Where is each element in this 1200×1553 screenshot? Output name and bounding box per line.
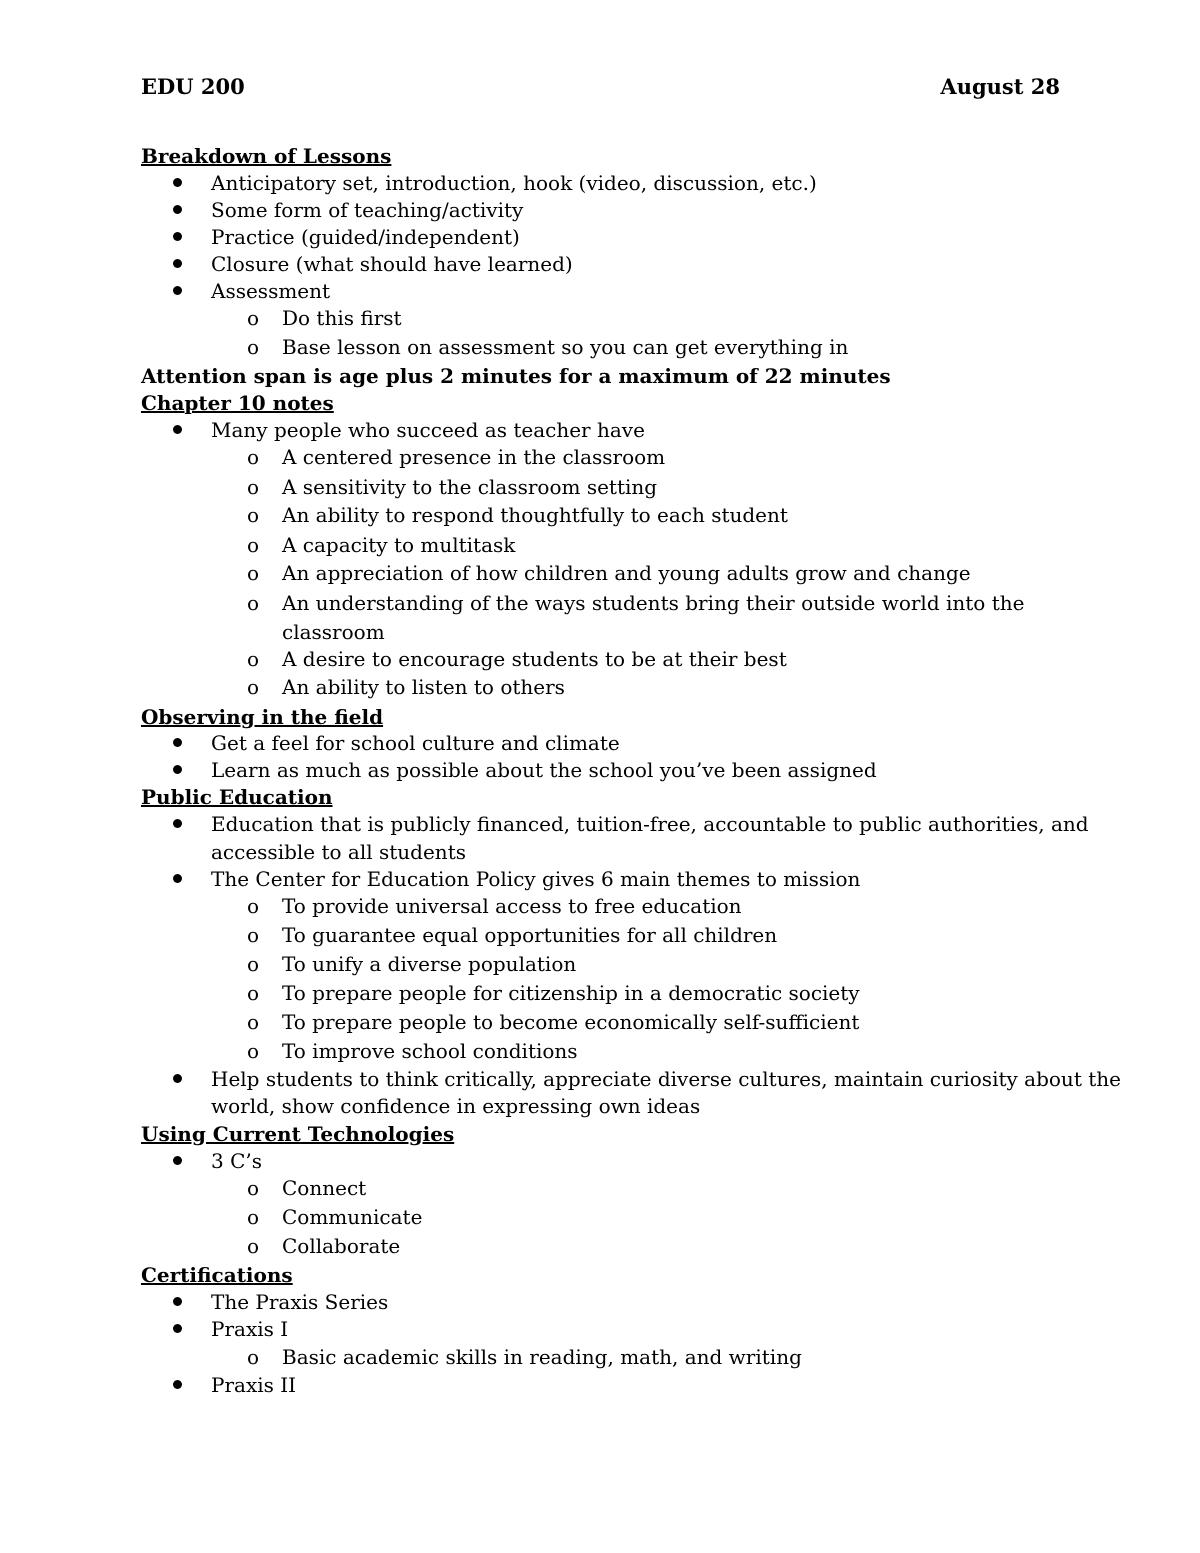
sub-list-item: A sensitivity to the classroom setting <box>282 475 658 499</box>
bullet-icon <box>173 198 182 222</box>
list-item: Anticipatory set, introduction, hook (video, discussion, etc.) <box>211 171 817 195</box>
sub-bullet-icon: o <box>247 923 260 947</box>
sub-bullet-icon: o <box>247 1010 260 1034</box>
sub-bullet-icon: o <box>247 335 260 359</box>
sub-bullet-icon: o <box>247 675 260 699</box>
sub-bullet-icon: o <box>247 503 260 527</box>
list-item-continuation: accessible to all students <box>211 840 466 864</box>
section-heading-breakdown: Breakdown of Lessons <box>141 144 392 168</box>
bullet-icon <box>173 252 182 276</box>
sub-list-item: An ability to respond thoughtfully to each student <box>282 503 788 527</box>
list-item: The Praxis Series <box>211 1290 389 1314</box>
sub-bullet-icon: o <box>247 475 260 499</box>
sub-list-item: Communicate <box>282 1205 423 1229</box>
sub-list-item: To prepare people to become economically self-sufficient <box>282 1010 860 1034</box>
bullet-icon <box>173 1373 182 1397</box>
list-item: The Center for Education Policy gives 6 main themes to mission <box>211 867 861 891</box>
section-heading-public-education: Public Education <box>141 785 333 809</box>
sub-list-item: Base lesson on assessment so you can get everything in <box>282 335 849 359</box>
list-item: Closure (what should have learned) <box>211 252 573 276</box>
bullet-icon <box>173 1149 182 1173</box>
attention-span-note: Attention span is age plus 2 minutes for a maximum of 22 minutes <box>141 364 891 388</box>
bullet-icon <box>173 1067 182 1091</box>
section-heading-chapter10: Chapter 10 notes <box>141 391 334 415</box>
sub-list-item: To prepare people for citizenship in a democratic society <box>282 981 860 1005</box>
bullet-icon <box>173 418 182 442</box>
sub-list-item: An ability to listen to others <box>282 675 565 699</box>
sub-list-item: An appreciation of how children and young adults grow and change <box>282 561 971 585</box>
sub-bullet-icon: o <box>247 306 260 330</box>
sub-list-item: To improve school conditions <box>282 1039 578 1063</box>
list-item: Get a feel for school culture and climate <box>211 731 620 755</box>
bullet-icon <box>173 225 182 249</box>
sub-bullet-icon: o <box>247 981 260 1005</box>
bullet-icon <box>173 758 182 782</box>
sub-list-item-continuation: classroom <box>282 620 385 644</box>
sub-list-item: A capacity to multitask <box>282 533 516 557</box>
list-item: 3 C’s <box>211 1149 263 1173</box>
sub-bullet-icon: o <box>247 445 260 469</box>
sub-bullet-icon: o <box>247 894 260 918</box>
sub-list-item: A centered presence in the classroom <box>282 445 666 469</box>
bullet-icon <box>173 812 182 836</box>
sub-bullet-icon: o <box>247 533 260 557</box>
list-item: Learn as much as possible about the school you’ve been assigned <box>211 758 877 782</box>
sub-bullet-icon: o <box>247 647 260 671</box>
sub-list-item: Do this first <box>282 306 402 330</box>
bullet-icon <box>173 1317 182 1341</box>
sub-list-item: To unify a diverse population <box>282 952 577 976</box>
sub-bullet-icon: o <box>247 1345 260 1369</box>
section-heading-technologies: Using Current Technologies <box>141 1122 455 1146</box>
bullet-icon <box>173 171 182 195</box>
sub-bullet-icon: o <box>247 561 260 585</box>
sub-list-item: Collaborate <box>282 1234 401 1258</box>
list-item: Help students to think critically, appreciate diverse cultures, maintain curiosity about the <box>211 1067 1121 1091</box>
sub-list-item: To guarantee equal opportunities for all children <box>282 923 778 947</box>
sub-bullet-icon: o <box>247 1205 260 1229</box>
bullet-icon <box>173 279 182 303</box>
sub-bullet-icon: o <box>247 591 260 615</box>
sub-bullet-icon: o <box>247 1176 260 1200</box>
bullet-icon <box>173 867 182 891</box>
bullet-icon <box>173 1290 182 1314</box>
list-item: Education that is publicly financed, tuition-free, accountable to public authorities, and <box>211 812 1089 836</box>
list-item-continuation: world, show confidence in expressing own ideas <box>211 1094 701 1118</box>
list-item: Praxis II <box>211 1373 297 1397</box>
sub-bullet-icon: o <box>247 1234 260 1258</box>
list-item: Some form of teaching/activity <box>211 198 524 222</box>
list-item: Praxis I <box>211 1317 289 1341</box>
date-header: August 28 <box>940 74 1060 99</box>
sub-list-item: To provide universal access to free education <box>282 894 742 918</box>
list-item: Practice (guided/independent) <box>211 225 520 249</box>
section-heading-observing: Observing in the field <box>141 705 384 729</box>
bullet-icon <box>173 731 182 755</box>
list-item: Assessment <box>211 279 331 303</box>
course-header: EDU 200 <box>141 74 245 99</box>
list-item: Many people who succeed as teacher have <box>211 418 645 442</box>
sub-bullet-icon: o <box>247 952 260 976</box>
section-heading-certifications: Certifications <box>141 1263 293 1287</box>
sub-list-item: A desire to encourage students to be at their best <box>282 647 787 671</box>
sub-bullet-icon: o <box>247 1039 260 1063</box>
sub-list-item: An understanding of the ways students bring their outside world into the <box>282 591 1025 615</box>
sub-list-item: Basic academic skills in reading, math, and writing <box>282 1345 802 1369</box>
sub-list-item: Connect <box>282 1176 367 1200</box>
